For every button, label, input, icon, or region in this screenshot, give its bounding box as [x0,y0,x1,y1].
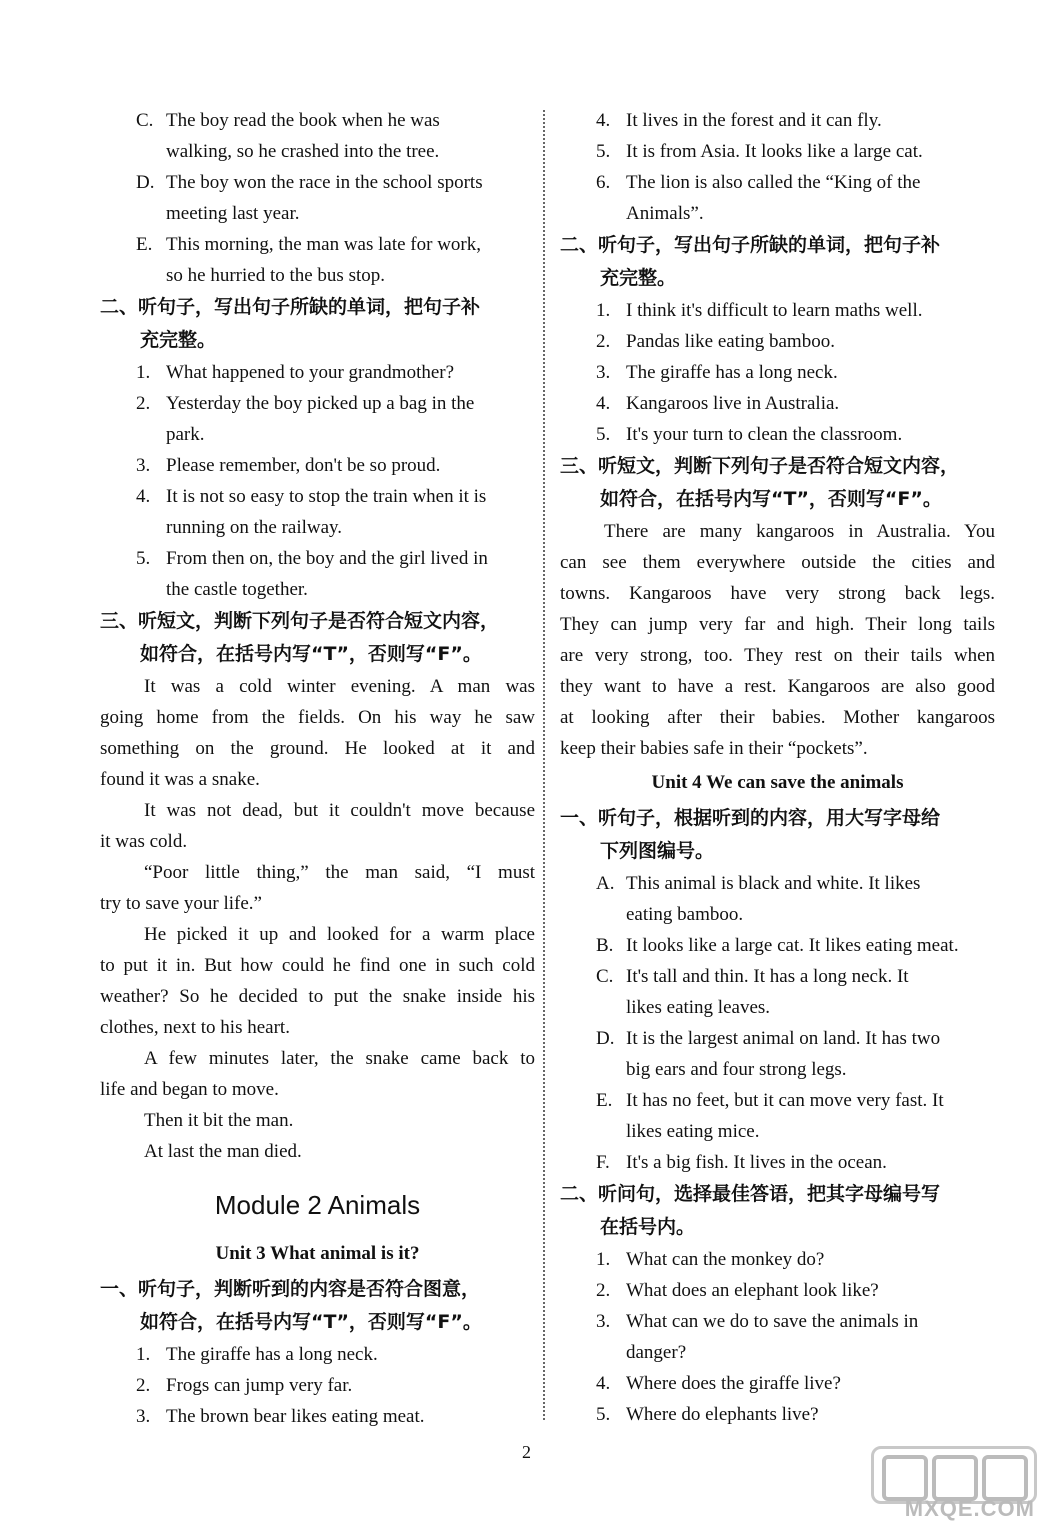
item-number: 3. [136,455,151,476]
passage-line: A few minutes later, the snake came back to [144,1048,535,1069]
module-title: Module 2 Animals [214,1190,421,1220]
list-item [100,481,535,512]
watermark-logo [877,1446,1037,1522]
item-text: From then on, the boy and the girl lived in [166,548,488,569]
item-number: 5. [596,424,611,445]
item-text-continued: danger? [626,1342,687,1363]
item-text: The boy won the race in the school sports [166,172,483,193]
item-number: 4. [596,1373,611,1394]
page-number: 2 [522,1442,531,1462]
item-number: 3. [136,1406,151,1427]
item-text-continued: eating bamboo. [626,904,744,925]
list-item [560,961,995,992]
passage-line: try to save your life.” [100,893,262,914]
left-top-items [100,105,535,291]
item-text: Frogs can jump very far. [166,1375,353,1396]
item-text: I think it's difficult to learn maths well. [626,300,923,321]
item-number: 1. [596,300,611,321]
passage-line: life and began to move. [100,1079,279,1100]
passage-line: At last the man died. [144,1141,302,1162]
item-text-continued: running on the railway. [166,517,343,538]
list-item [560,930,995,961]
list-item [100,105,535,136]
watermark-glyph-icon [882,1455,928,1501]
passage-line: It was a cold winter evening. A man was [144,676,535,697]
item-number: 2. [596,331,611,352]
item-text-continued: the castle together. [166,579,308,600]
item-text: It has no feet, but it can move very fast. It [626,1090,944,1111]
passage-line: towns. Kangaroos have very strong back legs. [560,583,995,604]
item-number: 2. [596,1280,611,1301]
item-text: It's tall and thin. It has a long neck. It [626,966,909,987]
passage-line: are very strong, too. They rest on their tails when [560,645,995,666]
item-number: 3. [596,1311,611,1332]
unit4-title: Unit 4 We can save the animals [651,772,904,793]
list-item [100,1339,535,1370]
passage-line: to put it in. But how could he find one in such cold [100,955,535,976]
item-number: 4. [596,393,611,414]
section-heading-line: 如符合，在括号内写“T”，否则写“F”。 [600,488,942,510]
item-text: Where does the giraffe live? [626,1373,841,1394]
section-heading-line: 充完整。 [600,267,677,289]
item-text: It is from Asia. It looks like a large cat. [626,141,923,162]
list-item [100,388,535,419]
section-heading-line: 在括号内。 [600,1216,696,1238]
item-number: C. [136,110,154,131]
list-item [100,543,535,574]
left-column [100,105,535,1432]
list-item [100,450,535,481]
list-item [560,1244,995,1275]
left-section2-items [100,357,535,605]
item-text: This morning, the man was late for work, [166,234,482,255]
passage-line: weather? So he decided to put the snake inside his [100,986,535,1007]
item-number: 4. [596,110,611,131]
item-number: F. [596,1152,610,1173]
passage-line: It was not dead, but it couldn't move because [144,800,535,821]
section-heading-line: 三、听短文，判断下列句子是否符合短文内容， [100,610,500,632]
item-text: What happened to your grandmother? [166,362,455,383]
item-text: It is not so easy to stop the train when it is [166,486,487,507]
watermark-glyph-icon [932,1455,978,1501]
item-text: It looks like a large cat. It likes eating meat. [626,935,959,956]
item-text: It's your turn to clean the classroom. [626,424,903,445]
passage-line: He picked it up and looked for a warm place [144,924,535,945]
list-item [560,1023,995,1054]
item-text-continued: walking, so he crashed into the tree. [166,141,440,162]
item-number: D. [136,172,155,193]
right-section2-title [560,229,995,295]
item-number: 5. [596,1404,611,1425]
watermark-url: MXQE.COM [904,1496,1035,1521]
unit4-section1-items [560,868,995,1178]
list-item [560,295,995,326]
item-number: C. [596,966,614,987]
item-number: 6. [596,172,611,193]
list-item [560,357,995,388]
list-item [100,1401,535,1432]
item-text: Please remember, don't be so proud. [166,455,441,476]
list-item [560,1275,995,1306]
passage-line: at looking after their babies. Mother kangaroos [560,707,995,728]
list-item [560,167,995,198]
item-text: This animal is black and white. It likes [626,873,921,894]
item-number: 1. [136,1344,151,1365]
section-heading-line: 一、听句子，判断听到的内容是否符合图意， [100,1278,481,1300]
list-item [560,1399,995,1430]
item-text: It's a big fish. It lives in the ocean. [626,1152,887,1173]
list-item [560,105,995,136]
section-heading-line: 如符合，在括号内写“T”，否则写“F”。 [140,1311,482,1333]
list-item [100,167,535,198]
item-number: D. [596,1028,615,1049]
item-number: A. [596,873,615,894]
list-item [560,326,995,357]
right-column [560,105,995,1430]
unit3-title: Unit 3 What animal is it? [215,1243,420,1264]
list-item [560,419,995,450]
item-text: The giraffe has a long neck. [626,362,838,383]
item-text: What can the monkey do? [626,1249,825,1270]
watermark-glyph-icon [982,1455,1028,1501]
list-item [100,1370,535,1401]
item-text: What does an elephant look like? [626,1280,879,1301]
left-passage [100,671,535,1167]
item-text: The giraffe has a long neck. [166,1344,378,1365]
item-number: 5. [136,548,151,569]
passage-line: they want to have a rest. Kangaroos are also good [560,676,995,697]
item-text-continued: so he hurried to the bus stop. [166,265,386,286]
item-text-continued: likes eating leaves. [626,997,771,1018]
item-text: What can we do to save the animals in [626,1311,919,1332]
item-text: The brown bear likes eating meat. [166,1406,425,1427]
item-number: B. [596,935,614,956]
item-text: Where do elephants live? [626,1404,819,1425]
item-text-continued: Animals”. [626,203,704,224]
right-top-items [560,105,995,229]
passage-line: something on the ground. He looked at it and [100,738,535,759]
section-heading-line: 二、听句子，写出句子所缺的单词，把句子补 [100,296,481,318]
passage-line: found it was a snake. [100,769,260,790]
item-number: 1. [136,362,151,383]
item-text: It lives in the forest and it can fly. [626,110,882,131]
unit3-section1-items [100,1339,535,1432]
passage-line: going home from the fields. On his way he saw [100,707,535,728]
passage-line: “Poor little thing,” the man said, “I must [144,862,535,883]
item-text-continued: likes eating mice. [626,1121,760,1142]
item-number: E. [136,234,153,255]
right-section2-items [560,295,995,450]
list-item [560,1085,995,1116]
passage-line: There are many kangaroos in Australia. You [604,521,995,542]
item-text: Kangaroos live in Australia. [626,393,840,414]
list-item [100,357,535,388]
passage-line: can see them everywhere outside the cities and [560,552,995,573]
item-text: Pandas like eating bamboo. [626,331,835,352]
item-number: 4. [136,486,151,507]
list-item [560,1147,995,1178]
item-number: 2. [136,393,151,414]
list-item [560,868,995,899]
section-heading-line: 二、听问句，选择最佳答语，把其字母编号写 [560,1183,941,1205]
section-heading-line: 一、听句子，根据听到的内容，用大写字母给 [560,807,941,829]
unit4-section2-items [560,1244,995,1430]
left-section2-title [100,291,535,357]
item-number: 2. [136,1375,151,1396]
section-heading-line: 如符合，在括号内写“T”，否则写“F”。 [140,643,482,665]
item-text: Yesterday the boy picked up a bag in the [166,393,475,414]
passage-line: it was cold. [100,831,188,852]
item-number: E. [596,1090,613,1111]
passage-line: They can jump very far and high. Their long tails [560,614,995,635]
item-text-continued: park. [166,424,205,445]
column-divider [543,110,545,1420]
item-text: The boy read the book when he was [166,110,440,131]
list-item [560,388,995,419]
item-text: The lion is also called the “King of the [626,172,921,193]
unit3-section1-title [100,1273,535,1339]
passage-line: clothes, next to his heart. [100,1017,290,1038]
section-heading-line: 三、听短文，判断下列句子是否符合短文内容， [560,455,960,477]
left-section3-title [100,605,535,671]
section-heading-line: 下列图编号。 [600,840,715,862]
list-item [560,1368,995,1399]
list-item [100,229,535,260]
right-section3-title [560,450,995,516]
passage-line: Then it bit the man. [144,1110,294,1131]
section-heading-line: 充完整。 [140,329,217,351]
item-number: 3. [596,362,611,383]
item-number: 5. [596,141,611,162]
right-passage [560,516,995,764]
unit4-section2-title [560,1178,995,1244]
item-text-continued: big ears and four strong legs. [626,1059,847,1080]
item-number: 1. [596,1249,611,1270]
section-heading-line: 二、听句子，写出句子所缺的单词，把句子补 [560,234,941,256]
item-text-continued: meeting last year. [166,203,300,224]
passage-line: keep their babies safe in their “pockets”. [560,738,868,759]
unit4-section1-title [560,802,995,868]
list-item [560,1306,995,1337]
item-text: It is the largest animal on land. It has two [626,1028,941,1049]
list-item [560,136,995,167]
